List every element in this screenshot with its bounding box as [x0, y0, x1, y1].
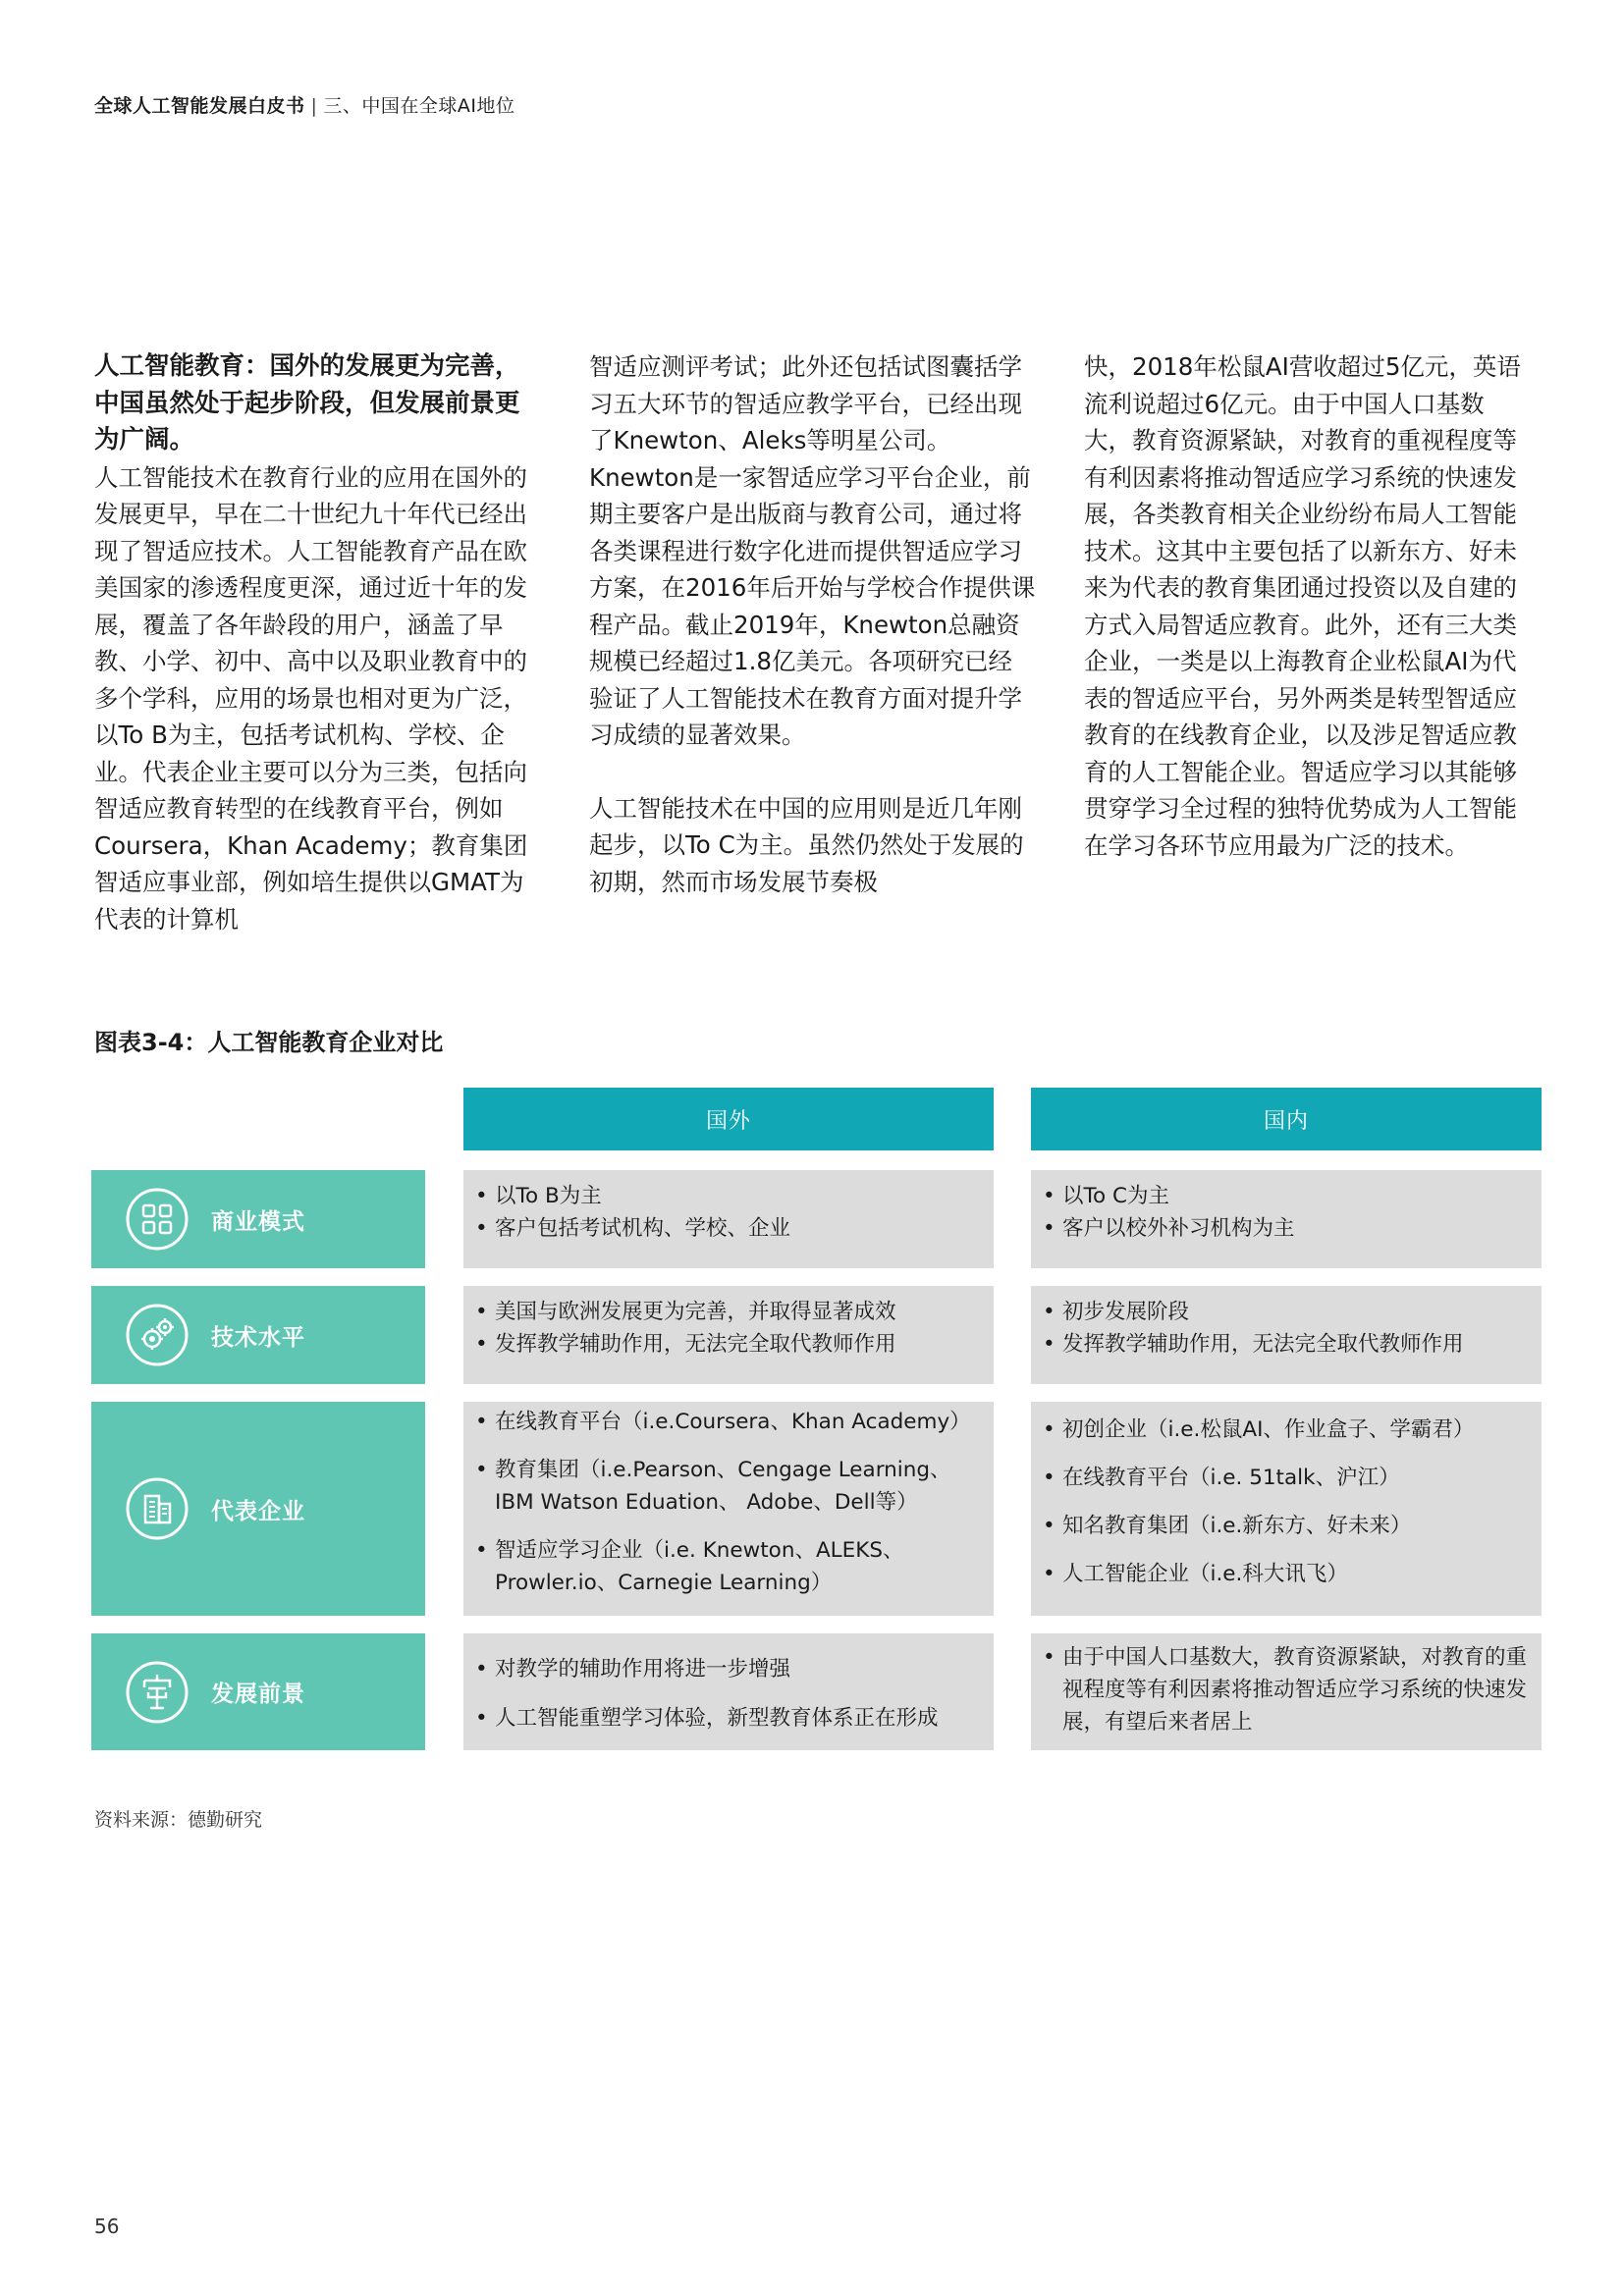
cell-domestic-prospects — [1031, 1633, 1542, 1750]
list-item: • 由于中国人口基数大，教育资源紧缺，对教育的重视程度等有利因素将推动智适应学习系统的快速发展，有望后来者居上 — [1043, 1641, 1528, 1738]
figure-title: 图表3-4：人工智能教育企业对比 — [94, 1029, 444, 1056]
list-item: • 以To C为主 — [1043, 1180, 1528, 1212]
list-item: • 初创企业（i.e.松鼠AI、作业盒子、学霸君） — [1043, 1414, 1528, 1446]
text-column-3 — [1084, 348, 1531, 864]
grid-icon — [125, 1187, 189, 1252]
buildings-icon — [125, 1476, 189, 1541]
header-section: 三、中国在全球AI地位 — [323, 95, 515, 117]
list-item: • 人工智能重塑学习体验，新型教育体系正在形成 — [475, 1702, 980, 1735]
list-item: • 发挥教学辅助作用，无法完全取代教师作用 — [1043, 1328, 1528, 1361]
section-heading: 人工智能教育：国外的发展更为完善，中国虽然处于起步阶段，但发展前景更为广阔。 — [94, 351, 520, 454]
cell-foreign-tech-level — [463, 1286, 994, 1384]
cell-domestic-representative-companies — [1031, 1402, 1542, 1616]
row-label-prospects — [91, 1633, 425, 1750]
prospect-icon — [125, 1660, 189, 1725]
list-item: • 人工智能企业（i.e.科大讯飞） — [1043, 1558, 1528, 1590]
list-item: • 美国与欧洲发展更为完善，并取得显著成效 — [475, 1296, 980, 1328]
list-item: • 知名教育集团（i.e.新东方、好未来） — [1043, 1510, 1528, 1542]
list-item: • 客户包括考试机构、学校、企业 — [475, 1212, 980, 1245]
cell-domestic-tech-level — [1031, 1286, 1542, 1384]
column-header-foreign: 国外 — [463, 1088, 994, 1150]
cell-foreign-business-model — [463, 1170, 994, 1268]
row-label-text: 代表企业 — [211, 1498, 305, 1524]
row-label-business-model — [91, 1170, 425, 1268]
column-header-domestic: 国内 — [1031, 1088, 1542, 1150]
source-note: 资料来源：德勤研究 — [94, 1809, 263, 1831]
list-item: • 智适应学习企业（i.e. Knewton、ALEKS、Prowler.io、Carnegie Learning） — [475, 1534, 980, 1599]
list-item: • 初步发展阶段 — [1043, 1296, 1528, 1328]
list-item: • 发挥教学辅助作用，无法完全取代教师作用 — [475, 1328, 980, 1361]
gears-icon — [125, 1303, 189, 1367]
page-number: 56 — [94, 2215, 120, 2238]
text-column-2 — [589, 348, 1036, 900]
list-item: • 对教学的辅助作用将进一步增强 — [475, 1653, 980, 1685]
row-label-text: 技术水平 — [211, 1324, 305, 1351]
paragraph-foreign: 人工智能技术在教育行业的应用在国外的发展更早，早在二十世纪九十年代已经出现了智适应技术。人工智能教育产品在欧美国家的渗透程度更深，通过近十年的发展，覆盖了各年龄段的用户，涵盖了早教、小学、初中、高中以及职业教育中的多个学科，应用的场景也相对更为广泛，以To B为主，包括考试机构、学校、企业。代表企业主要可以分为三类，包括向智适应教育转型的在线教育平台，例如Coursera，Khan Academy；教育集团智适应事业部，例如培生提供以GMAT为代表的计算机 — [94, 462, 528, 934]
list-item: • 在线教育平台（i.e.Coursera、Khan Academy） — [475, 1406, 980, 1438]
header-separator: | — [310, 95, 318, 117]
list-item: • 客户以校外补习机构为主 — [1043, 1212, 1528, 1245]
row-label-text: 商业模式 — [211, 1208, 305, 1235]
text-column-1 — [94, 348, 541, 937]
row-label-text: 发展前景 — [211, 1682, 305, 1707]
list-item: • 在线教育平台（i.e. 51talk、沪江） — [1043, 1462, 1528, 1494]
cell-foreign-representative-companies — [463, 1402, 994, 1616]
list-item: • 教育集团（i.e.Pearson、Cengage Learning、IBM Watson Eduation、 Adobe、Dell等） — [475, 1454, 980, 1519]
list-item: • 以To B为主 — [475, 1180, 980, 1212]
paragraph-china-cont: 快，2018年松鼠AI营收超过5亿元，英语流利说超过6亿元。由于中国人口基数大，教育资源紧缺，对教育的重视程度等有利因素将推动智适应学习系统的快速发展，各类教育相关企业纷纷布局人工智能技术。这其中主要包括了以新东方、好未来为代表的教育集团通过投资以及自建的方式入局智适应教育。此外，还有三大类企业，一类是以上海教育企业松鼠AI为代表的智适应平台，另外两类是转型智适应教育的在线教育企业，以及涉足智适应教育的人工智能企业。智适应学习以其能够贯穿学习全过程的独特优势成为人工智能在学习各环节应用最为广泛的技术。 — [1084, 352, 1521, 860]
running-header — [94, 91, 515, 118]
header-title: 全球人工智能发展白皮书 — [94, 95, 305, 117]
cell-foreign-prospects — [463, 1633, 994, 1750]
paragraph-knewton: 智适应测评考试；此外还包括试图囊括学习五大环节的智适应教学平台，已经出现了Knewton、Aleks等明星公司。Knewton是一家智适应学习平台企业，前期主要客户是出版商与教育公司，通过将各类课程进行数字化进而提供智适应学习方案，在2016年后开始与学校合作提供课程产品。截止2019年，Knewton总融资规模已经超过1.8亿美元。各项研究已经验证了人工智能技术在教育方面对提升学习成绩的显著效果。 — [589, 352, 1036, 749]
cell-domestic-business-model — [1031, 1170, 1542, 1268]
paragraph-china: 人工智能技术在中国的应用则是近几年刚起步，以To C为主。虽然仍然处于发展的初期，然而市场发展节奏极 — [589, 793, 1024, 896]
row-label-tech-level — [91, 1286, 425, 1384]
row-label-representative-companies — [91, 1402, 425, 1616]
